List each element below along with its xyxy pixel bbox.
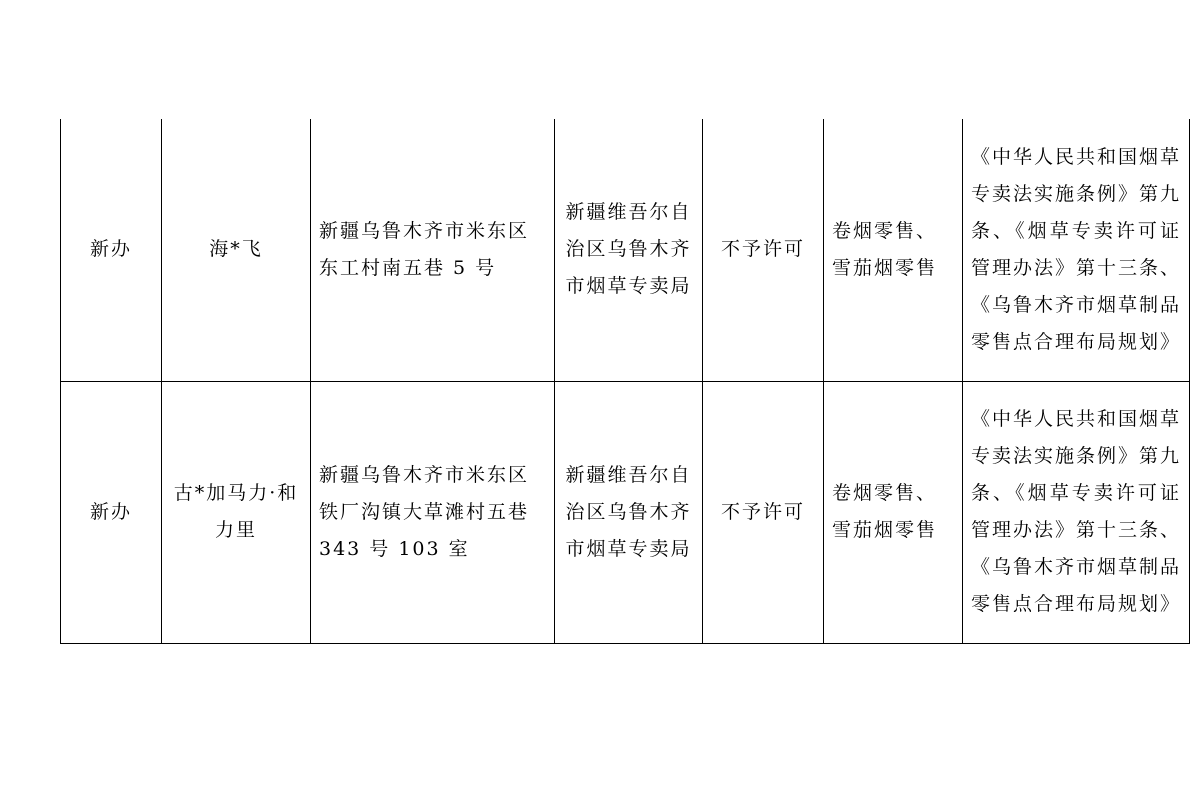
- decision-result: 不予许可: [720, 500, 805, 523]
- business-address: 新疆乌鲁木齐市米东区铁厂沟镇大草滩村五巷 343 号 103 室: [319, 463, 538, 560]
- business-scope: 卷烟零售、雪茄烟零售: [832, 219, 938, 279]
- applicant-name: 海*飞: [209, 238, 263, 261]
- table-row: [61, 381, 1190, 643]
- issuing-authority: 新疆维吾尔自治区乌鲁木齐市烟草专卖局: [565, 463, 692, 560]
- application-type: 新办: [89, 238, 132, 261]
- legal-basis-cell: [963, 381, 1190, 643]
- legal-basis-cell: [963, 119, 1190, 381]
- decision-cell: [703, 381, 824, 643]
- issuing-authority: 新疆维吾尔自治区乌鲁木齐市烟草专卖局: [565, 201, 692, 298]
- application-type-cell: [61, 381, 162, 643]
- license-decision-table: [60, 119, 1190, 644]
- business-address-cell: [311, 119, 555, 381]
- applicant-name-cell: [162, 119, 311, 381]
- decision-result: 不予许可: [720, 238, 805, 261]
- applicant-name: 古*加马力·和力里: [173, 482, 299, 541]
- application-type: 新办: [89, 500, 132, 523]
- table-row: [61, 119, 1190, 381]
- legal-basis: 《中华人民共和国烟草专卖法实施条例》第九条、《烟草专卖许可证管理办法》第十三条、《乌鲁木齐市烟草制品零售点合理布局规划》: [971, 408, 1182, 615]
- issuing-authority-cell: [555, 119, 703, 381]
- applicant-name-cell: [162, 381, 311, 643]
- business-address-cell: [311, 381, 555, 643]
- application-type-cell: [61, 119, 162, 381]
- decision-cell: [703, 119, 824, 381]
- business-scope: 卷烟零售、雪茄烟零售: [832, 482, 938, 541]
- business-scope-cell: [824, 381, 963, 643]
- business-address: 新疆乌鲁木齐市米东区东工村南五巷 5 号: [319, 219, 530, 279]
- legal-basis: 《中华人民共和国烟草专卖法实施条例》第九条、《烟草专卖许可证管理办法》第十三条、《乌鲁木齐市烟草制品零售点合理布局规划》: [971, 145, 1182, 353]
- issuing-authority-cell: [555, 381, 703, 643]
- business-scope-cell: [824, 119, 963, 381]
